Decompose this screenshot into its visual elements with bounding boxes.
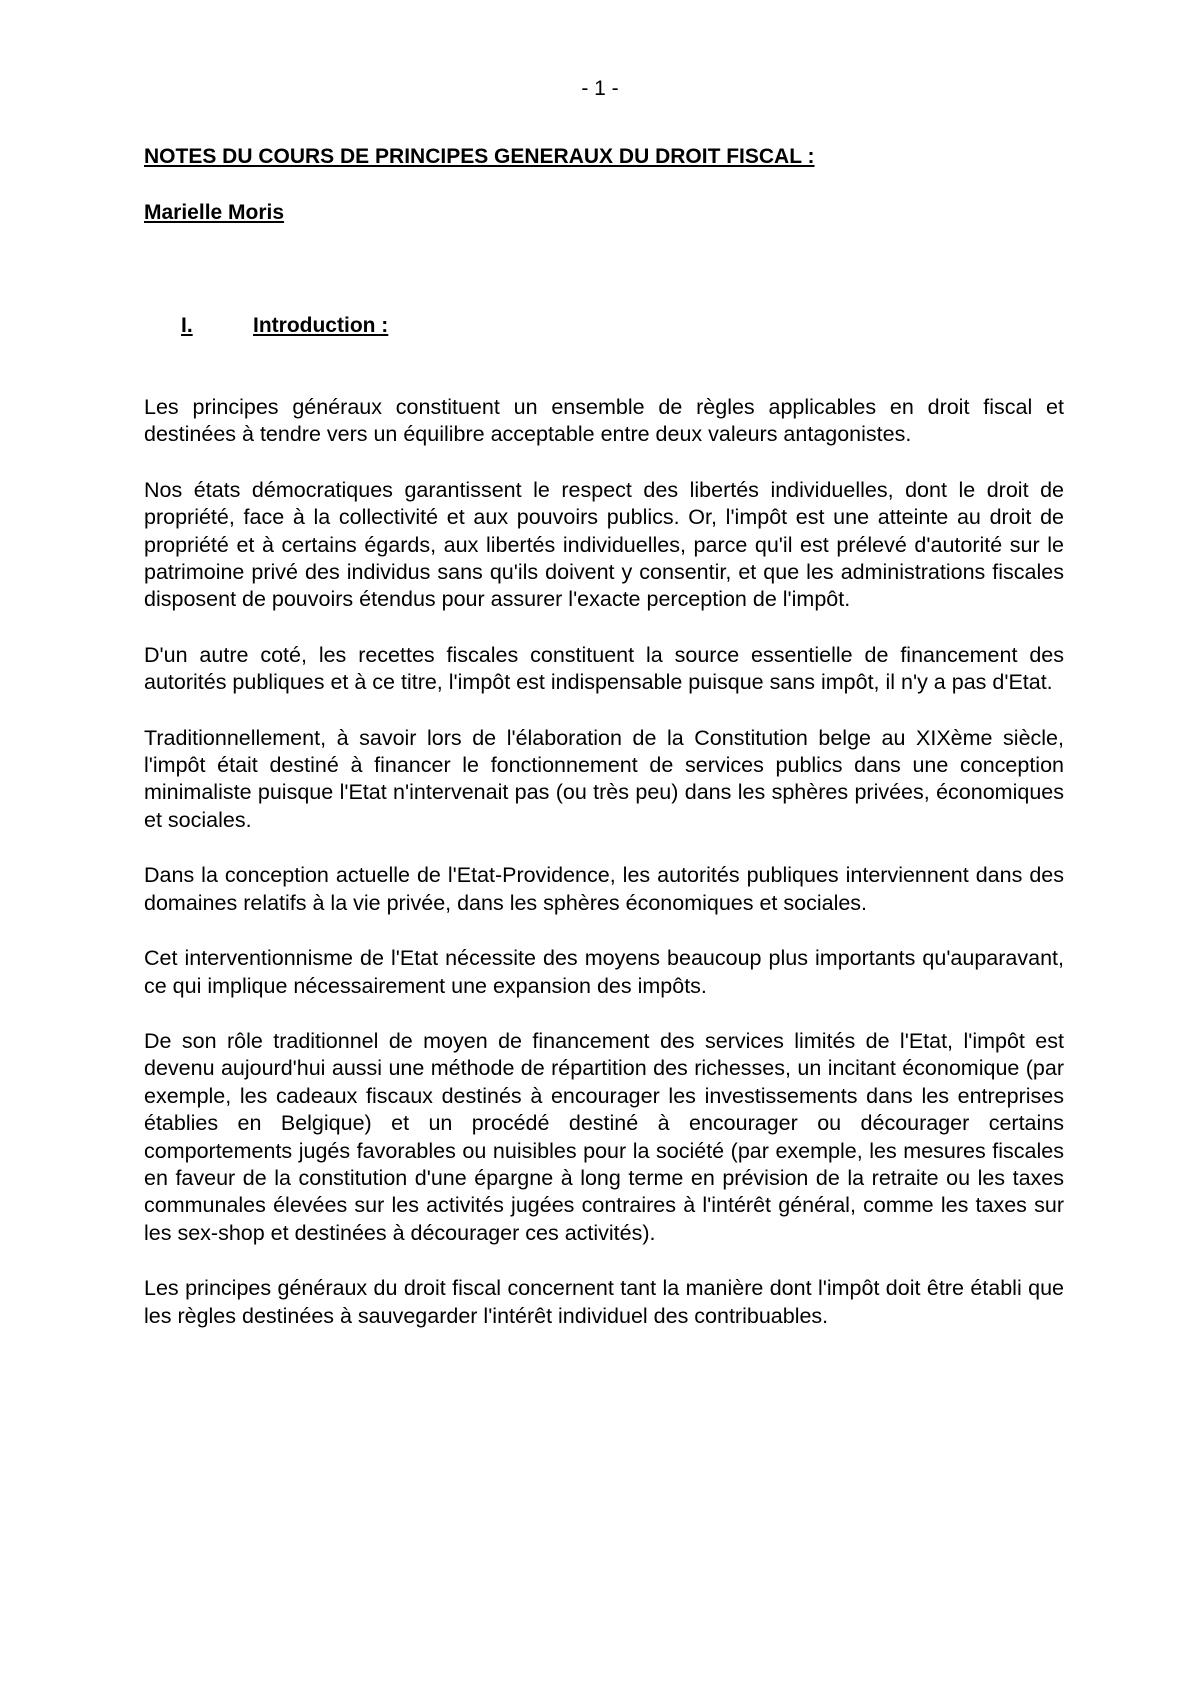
- section-number: I.: [181, 314, 193, 337]
- section-title: Introduction :: [253, 314, 389, 337]
- paragraph: Les principes généraux du droit fiscal concernent tant la manière dont l'impôt doit être établi que les règles destinées à sauvegarder l'intérêt individuel des contribuables.: [144, 1276, 1064, 1328]
- document-author: Marielle Moris: [144, 201, 285, 224]
- paragraph: Dans la conception actuelle de l'Etat-Providence, les autorités publiques interviennent dans des domaines relatifs à la vie privée, dans les sphères économiques et sociales.: [144, 863, 1064, 915]
- paragraph: De son rôle traditionnel de moyen de financement des services limités de l'Etat, l'impôt est devenu aujourd'hui aussi une méthode de répartition des richesses, un incitant économique (par exemple, les cadeaux fiscaux destinés à encourager les investissements dans les entreprises établies en Belgique) et un procédé destiné à encourager ou décourager certains comportements jugés favorables ou nuisibles pour la société (par exemple, les mesures fiscales en faveur de la constitution d'une épargne à long terme en prévision de la retraite ou les taxes communales élevées sur les activités jugées contraires à l'intérêt général, comme les taxes sur les sex-shop et destinées à décourager ces activités).: [144, 1028, 1064, 1245]
- body-text: [144, 394, 1064, 1358]
- document-title: NOTES DU COURS DE PRINCIPES GENERAUX DU DROIT FISCAL :: [144, 145, 815, 168]
- section-heading: [181, 313, 388, 339]
- page-number: - 1 -: [581, 77, 619, 100]
- paragraph: Traditionnellement, à savoir lors de l'élaboration de la Constitution belge au XIXème siècle, l'impôt était destiné à financer le fonctionnement de services publics dans une conception minimaliste puisque l'Etat n'intervenait pas (ou très peu) dans les sphères privées, économiques et sociales.: [144, 725, 1064, 832]
- paragraph: Cet interventionnisme de l'Etat nécessite des moyens beaucoup plus importants qu'auparavant, ce qui implique nécessairement une expansion des impôts.: [144, 946, 1064, 998]
- paragraph: Nos états démocratiques garantissent le respect des libertés individuelles, dont le droit de propriété, face à la collectivité et aux pouvoirs publics. Or, l'impôt est une atteinte au droit de propriété et à certains égards, aux libertés individuelles, parce qu'il est prélevé d'autorité sur le patrimoine privé des individus sans qu'ils doivent y consentir, et que les administrations fiscales disposent de pouvoirs étendus pour assurer l'exacte perception de l'impôt.: [144, 477, 1064, 612]
- paragraph: Les principes généraux constituent un ensemble de règles applicables en droit fiscal et destinées à tendre vers un équilibre acceptable entre deux valeurs antagonistes.: [144, 395, 1064, 447]
- paragraph: D'un autre coté, les recettes fiscales constituent la source essentielle de financement des autorités publiques et à ce titre, l'impôt est indispensable puisque sans impôt, il n'y a pas d'Etat.: [144, 642, 1064, 695]
